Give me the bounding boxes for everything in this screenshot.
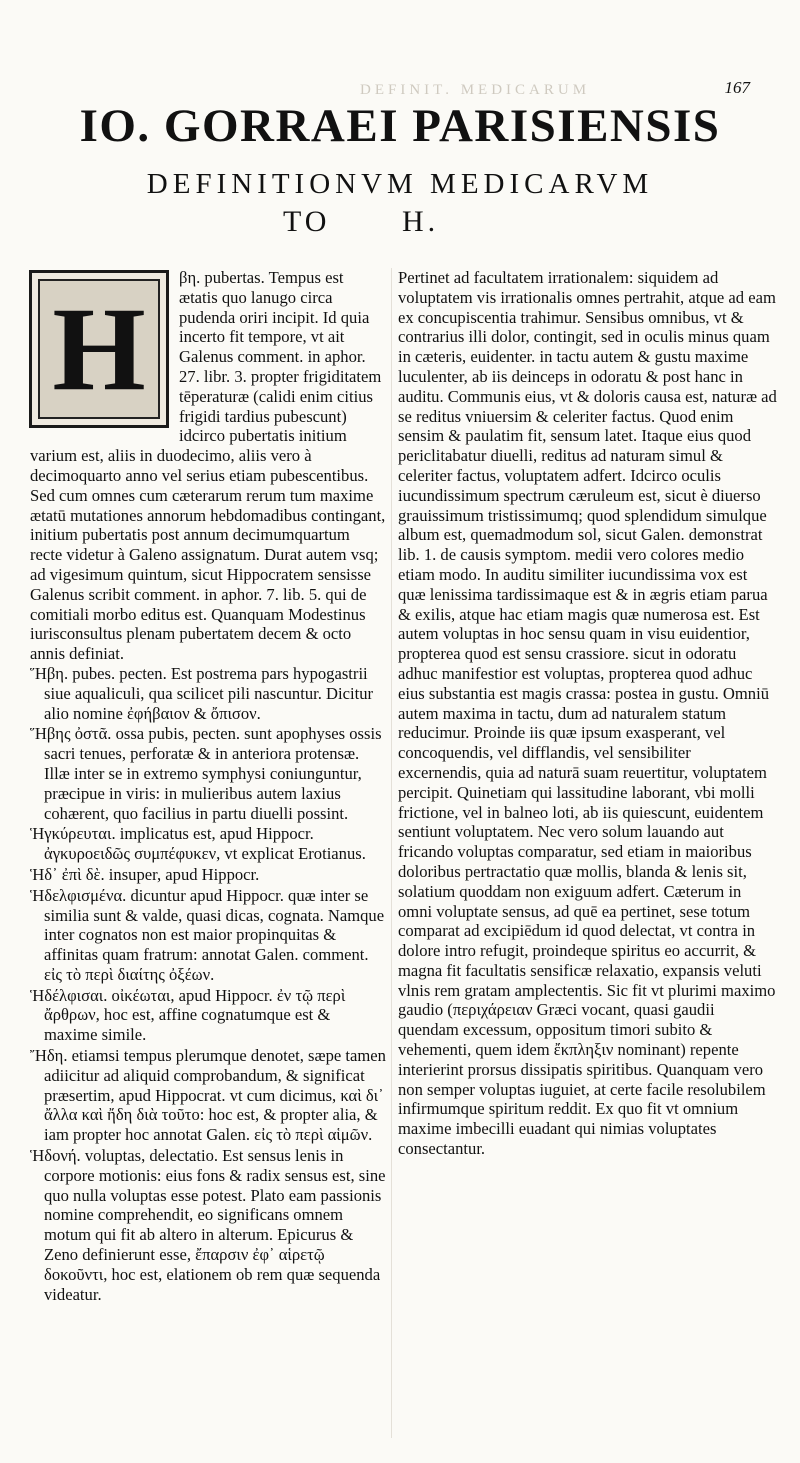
column-gutter [391,268,392,1438]
entry-paragraph: Ἤδη. etiamsi tempus plerumque denotet, sæpe tamen adiicitur ad aliquid comprobandum, & significat præsertim, apud Hippocrat. vt cum dicimus, καὶ δι᾽ ἄλλα καὶ ἤδη διὰ τοῦτο: hoc est, & propter alia, & iam propter hoc annotat Galen. εἰς τὸ περὶ αἱμῶν. [30,1046,386,1145]
right-column [398,268,778,1159]
drop-cap-ornament [29,270,169,428]
entry-paragraph: Ἡδ᾽ ἐπὶ δὲ. insuper, apud Hippocr. [30,864,260,884]
entry-paragraph: Ἡδέλφισαι. οἰκέωται, apud Hippocr. ἐν τῷ περὶ ἄρθρων, hoc est, affine cognatumque est & maxime simile. [30,985,346,1045]
entry-paragraph: Ἡδελφισμένα. dicuntur apud Hippocr. quæ inter se similia sunt & valde, quasi dicas, cognata. Namque inter cognatos non est maior propinquitas & affinitas quam fratrum: annotat Galen. comment. εἰς τὸ περὶ διαίτης ὀξέων. [30,885,385,984]
entry-paragraph: βη. pubertas. Tempus est ætatis quo lanugo circa pudenda oriri incipit. Id quia incerto fit tempore, vt ait Galenus comment. in aphor. 27. libr. 3. propter frigiditatem tēperaturæ (calidi enim citius frigidi tardius pubescunt) idcirco pubertatis initium varium est, aliis in duodecimo, aliis vero à decimoquarto anno vel serius etiam pubescentibus. Sed cum omnes cum cæterarum rerum tum maxime ætatū mutationes annorum hebdomadibus contingant, initium pubertatis post annum decimumquartum recte videtur à Galeno assignatum. Durat autem vsq; ad vigesimum quintum, sicut Hippocratem sensisse Galenus scribit comment. in aphor. 7. lib. 5. qui de comitiali morbo editus est. Quanquam Modestinus iurisconsultus plenam pubertatem decem & octo annis definiat. [30,268,386,664]
entry-paragraph: Ἡγκύρευται. implicatus est, apud Hippocr. ἀγκυροειδῶς συμπέφυκεν, vt explicat Erotianus. [30,824,366,864]
page-subtitle: DEFINITIONVM MEDICARVM [146,168,654,200]
entry-paragraph: Ἡδονή. voluptas, delectatio. Est sensus lenis in corpore motionis: eius fons & radix sensus est, sine quo nulla voluptas esse potest. Plato eam passionis nomine comprehendit, eo significans omnem motum qui fit ab altero in alterum. Epicurus & Zeno definierunt esse, ἔπαρσιν ἐφ᾽ αἱρετῷ δοκοῦντι, hoc est, elationem ob rem quæ sequenda videatur. [30,1146,386,1304]
section-heading: TO H. [283,205,440,238]
left-column [30,268,386,1304]
page-title: IO. GORRAEI PARISIENSIS [79,100,721,152]
entry-paragraph: Pertinet ad facultatem irrationalem: siquidem ad voluptatem vis irrationalis omnes pertrahit, atque ad eam ex concupiscentia trahimur. Sensibus omnibus, vt & contrarius illi dolor, contingit, sed in oculis minus quam in cæteris, euidenter. in tactu autem & gustu maxime luculenter, ab iis deinceps in odoratu & post hanc in auditu. Communis eius, vt & doloris causa est, naturæ ad se reditus vniuersim & celeriter factus. Quod enim sensim & paulatim fit, sensum latet. Itaque eius quod periclitabatur diuelli, reditus ad naturam simul & celeriter factus, voluptatem adfert. Idcirco oculis iucundissimum spectrum cæruleum est, sicut è diuerso grauissimum tristissimumq; quod splendidum simulque album est, quemadmodum sol, sicut Galen. demonstrat lib. 1. de causis symptom. medii vero colores medio etiam modo. In auditu similiter iucundissima vox est quæ lenissima tardissimaque est & in ægris etiam parua & exilis, atque hac etiam magis quæ numerosa est. Est autem voluptas in hoc sensu quam in visu euidentior, propterea quod est sensu crassiore. sicut in odoratu adhuc manifestior est voluptas, propterea quod adhuc eius substantia est magis crassa: postea in gustu. Omniū autem maxima in tactu, dum ad naturalem statum reducimur. Proinde iis quæ ipsum exasperant, vel concoquendis, vel difflandis, vel sensibiliter excernendis, quia ad naturā suam reuertitur, voluptatem percipit. Quinetiam qui lassitudine laborant, vbi molli frictione, vel in balneo loti, ab iis quiescunt, euidentem sentiunt voluptatem. Nec vero solum lauando aut fricando voluptas comparatur, sed etiam in maioribus doloribus pertractatio quæ mollis, blanda & lenis sit, solatium quoddam non exiguum adfert. Cæterum in omni voluptate sensus, ad quē ea pertinet, sese totum comparat ad excipiēdum id quod delectat, vt contra in dolore intro refugit, proindeque spiritus eo accurrit, & magna fit facultatis sensificæ relaxatio, expansis veluti vlnis rem gratam amplectentis. Sic fit vt plurimi maximo gaudio (περιχάρειαν Græci vocant, quasi gaudii quendam excessum, oppositum timori subito & vehementi, quem idem ἔκπληξιν nominant) repente interierint prorsus dissipatis spiritibus. Quanquam vero non semper voluptas iuguiet, at certe facile resolubilem infirmumque spiritum reddit. Ex quo fit vt omnium maxime imbecilli euadant qui nimias voluptates consectantur. [398,268,777,1159]
drop-cap-letter: H [52,282,146,416]
bleed-through-text: DEFINIT. MEDICARUM [360,82,591,98]
entry-paragraph: Ἥβη. pubes. pecten. Est postrema pars hypogastrii siue aqualiculi, qua scilicet pili nascuntur. Dicitur alio nomine ἐφήβαιον & ὄπισον. [30,663,374,723]
entry-paragraph: Ἥβης ὀστᾶ. ossa pubis, pecten. sunt apophyses ossis sacri tenues, perforatæ & in anteriora protensæ. Illæ inter se in extremo symphysi coniunguntur, præcipue in viris: in mulieribus autem laxius cohærent, quo facilius in partu diuelli possint. [30,724,382,823]
page-number: 167 [724,78,750,97]
